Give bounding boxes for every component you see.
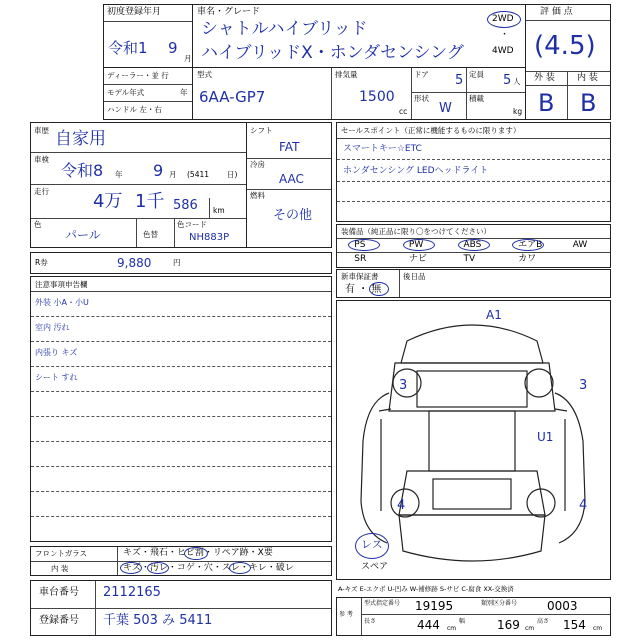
history-label: 車歴	[34, 126, 49, 135]
inspection-era: 令和8	[61, 161, 104, 180]
shape-value: W	[439, 101, 452, 116]
color-code-label: 色コード	[177, 220, 207, 229]
note-line: 室内 汚れ	[35, 323, 70, 332]
recycle-label: R券	[35, 258, 48, 267]
registration-label: 初度登録年月	[107, 7, 162, 17]
dims-note-label: 参 考	[339, 611, 353, 618]
sales-box	[336, 122, 611, 222]
damage-legend: A-キズ E-エクボ U-凹み W-補修跡 S-サビ C-腐食 XX-交換済	[338, 585, 514, 593]
mark-rear-left-4: 4	[397, 498, 406, 513]
mark-front-left-3: 3	[399, 378, 408, 393]
registration-era: 令和1	[108, 39, 148, 57]
capacity-label: 定員	[469, 70, 484, 79]
equipment-item: PW	[408, 240, 424, 250]
chassis-value: 2112165	[103, 585, 161, 600]
glass-stone-circle	[184, 547, 208, 560]
model-year-unit: 年	[180, 88, 188, 97]
mark-front-right-3: 3	[579, 378, 588, 393]
equipment-item: ABS	[463, 240, 482, 250]
mileage-man: 4万	[93, 191, 123, 212]
drive-2wd-circle	[487, 11, 521, 28]
equipment-item: SR	[354, 254, 367, 264]
shift-label: シフト	[250, 126, 273, 135]
inspection-year-unit: 年	[115, 170, 123, 179]
chassis-label: 車台番号	[39, 587, 79, 598]
shape-label: 形状	[414, 94, 429, 103]
score-value: (4.5)	[534, 31, 596, 61]
score-box	[525, 4, 611, 120]
mark-side-u1: U1	[537, 430, 554, 444]
exterior-score: B	[538, 89, 555, 117]
equipment-item: ナビ	[408, 254, 427, 264]
interior-dirt-circle	[147, 562, 169, 574]
equipment-circle	[512, 239, 544, 251]
glass-value: キズ・飛石・ヒビ割・リペア跡・X要	[123, 548, 273, 558]
width-label: 幅	[459, 618, 466, 625]
model-year-label: モデル年式	[107, 88, 145, 97]
equipment-circle	[458, 239, 490, 251]
color-value: パール	[65, 228, 101, 242]
damage-diagram-box	[336, 300, 611, 580]
shift-value: FAT	[279, 140, 300, 154]
history-value: 自家用	[55, 129, 106, 149]
warranty-box	[336, 269, 611, 298]
dealer-box	[103, 67, 193, 120]
registration-month: 9	[168, 39, 178, 57]
recycle-value: 9,880	[117, 256, 152, 270]
warranty-label: 新車保証書	[341, 272, 379, 281]
category-value: 0003	[547, 599, 578, 613]
width-value: 169	[497, 618, 520, 632]
registration-month-unit: 月	[184, 54, 192, 63]
mileage-rest: 586	[173, 198, 198, 213]
mileage-label: 走行	[34, 187, 49, 196]
width-unit: cm	[525, 625, 535, 632]
equipment-circle	[403, 239, 435, 251]
load-unit: kg	[513, 107, 523, 116]
notes-label: 注意事項申告欄	[35, 280, 88, 289]
rear-item-label: 後日品	[403, 272, 426, 281]
sales-line1: スマートキー☆ETC	[343, 144, 422, 154]
capacity-unit: 人	[513, 77, 521, 86]
color-change-label: 色替	[143, 230, 158, 239]
note-line: 外装 小A・小U	[35, 298, 89, 307]
interior-label: 内 装	[51, 564, 69, 573]
shift-box	[246, 122, 332, 248]
ac-label: 冷房	[250, 160, 265, 169]
equipment-item: TV	[463, 254, 476, 264]
note-line: 内張り キズ	[35, 348, 78, 357]
history-box	[30, 122, 247, 248]
spec-box	[192, 67, 526, 120]
equipment-box	[336, 224, 611, 268]
inspection-month-unit: 月	[169, 170, 177, 179]
interior-score: B	[580, 89, 597, 117]
notes-box	[30, 276, 332, 542]
car-name-label: 車名・グレード	[197, 7, 261, 17]
note-line: シート すれ	[35, 373, 78, 382]
interior-value: キズ・汚レ・コゲ・穴・スレ・キレ・破レ	[123, 563, 294, 573]
color-code: NH883P	[189, 232, 230, 243]
equipment-label: 装備品（純正品に限り〇をつけてください）	[341, 227, 491, 236]
sales-line2: ホンダセンシング LEDヘッドライト	[343, 166, 489, 176]
equipment-item: カワ	[518, 254, 537, 264]
glass-box	[30, 546, 332, 576]
color-label: 色	[34, 220, 42, 229]
engine-label: 排気量	[335, 70, 358, 79]
length-value: 444	[417, 618, 440, 632]
doors-value: 5	[455, 73, 464, 88]
drive-4wd: 4WD	[492, 46, 514, 56]
equipment-grid	[337, 238, 610, 267]
interior-rub-circle	[229, 562, 251, 574]
load-label: 積載	[469, 94, 484, 103]
sales-label: セールスポイント（正常に機能するものに限ります）	[341, 126, 521, 135]
chassis-box	[30, 580, 332, 636]
exterior-score-label: 外 装	[534, 73, 555, 83]
notes-lines	[31, 291, 331, 541]
recycle-unit: 円	[173, 258, 181, 267]
handle-label: ハンドル 左・右	[107, 105, 162, 114]
inspection-label: 車検	[34, 155, 49, 164]
car-name-line1: シャトルハイブリッド	[201, 19, 368, 39]
certified-value: 19195	[415, 599, 454, 613]
ac-value: AAC	[279, 172, 304, 186]
recycle-box	[30, 252, 332, 274]
dealer-label: ディーラー・並 行	[107, 71, 169, 80]
inspection-month: 9	[153, 161, 164, 180]
plate-label: 登録番号	[39, 615, 79, 626]
glass-label: フロントガラス	[35, 549, 88, 558]
dims-box	[336, 597, 611, 636]
spare-label: スペア	[361, 562, 389, 572]
certified-label: 型式指定番号	[364, 600, 401, 607]
length-label: 長さ	[364, 618, 377, 625]
interior-scratch-circle	[120, 562, 142, 574]
mileage-sen: 1千	[135, 191, 165, 212]
car-name-box	[192, 4, 526, 68]
inspection-day: (5411	[187, 170, 210, 179]
spare-value: レス	[361, 538, 383, 551]
car-name-line2: ハイブリッドX・ホンダセンシング	[201, 43, 464, 63]
warranty-none-circle	[369, 282, 389, 296]
fuel-label: 燃料	[250, 191, 265, 200]
equipment-circle	[348, 239, 380, 251]
fuel-value: その他	[273, 208, 313, 223]
engine-unit: cc	[399, 107, 408, 116]
category-label: 類別区分番号	[481, 600, 518, 607]
engine-value: 1500	[359, 89, 395, 105]
height-value: 154	[563, 618, 586, 632]
model-value: 6AA-GP7	[199, 88, 266, 106]
score-label: 評 価 点	[540, 7, 573, 17]
warranty-value: 有 ・ 無	[345, 284, 382, 295]
mileage-unit: km	[213, 206, 225, 215]
length-unit: cm	[447, 625, 457, 632]
inspection-day-unit: 日)	[227, 170, 238, 179]
plate-value: 千葉 503 み 5411	[103, 613, 213, 628]
registration-box	[103, 4, 193, 68]
drive-dot: ・	[500, 30, 510, 40]
equipment-item: AW	[572, 240, 588, 250]
equipment-item: PS	[354, 240, 366, 250]
drive-2wd: 2WD	[492, 14, 514, 24]
mark-rear-right-4: 4	[579, 498, 588, 513]
height-label: 高さ	[537, 618, 550, 625]
interior-score-label: 内 装	[577, 73, 598, 83]
mark-front-a1: A1	[486, 308, 502, 322]
height-unit: cm	[593, 625, 603, 632]
doors-label: ドア	[414, 70, 429, 79]
model-label: 型式	[197, 70, 212, 79]
capacity-value: 5	[503, 73, 512, 88]
equipment-item: エアB	[518, 240, 543, 250]
